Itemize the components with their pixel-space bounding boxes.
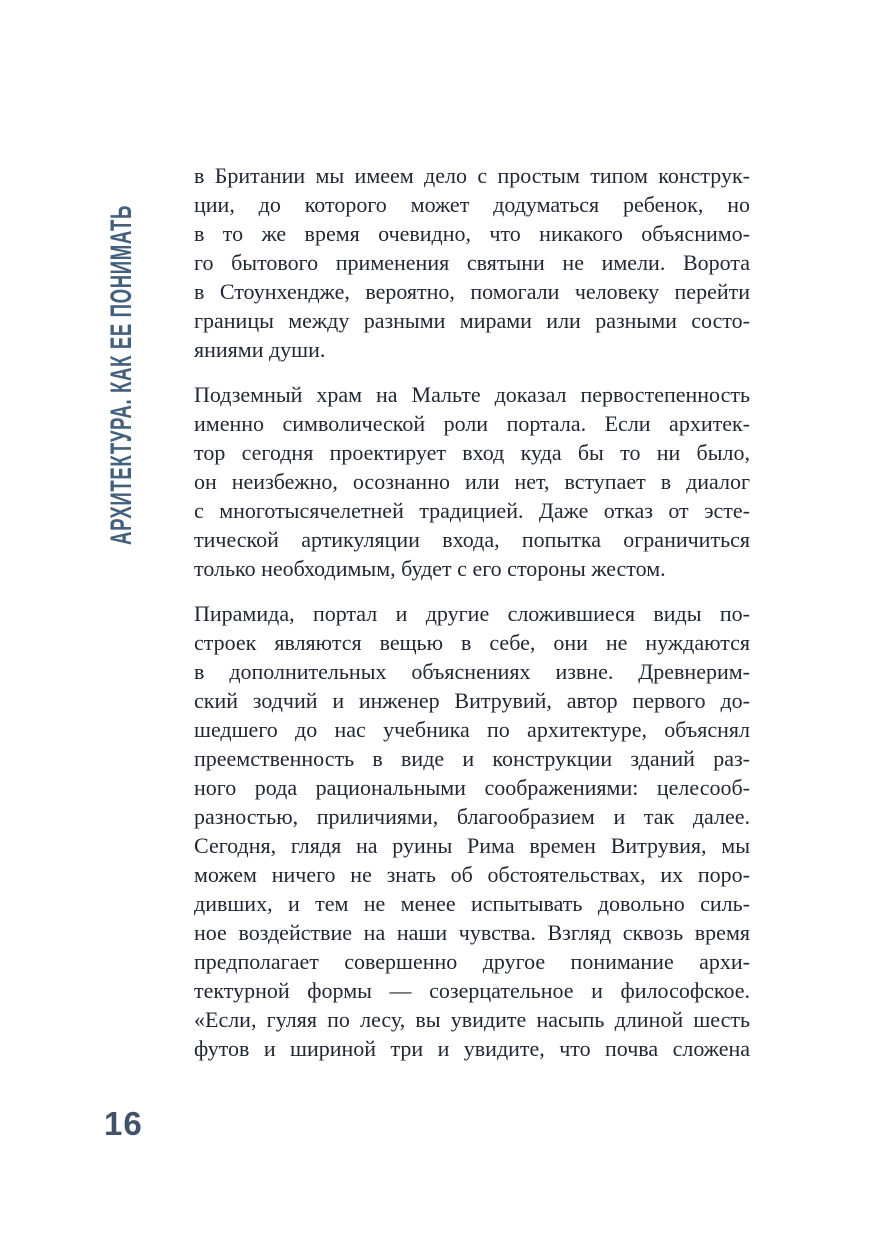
text-line: ное воздействие на наши чувства. Взгляд сквозь время	[194, 920, 750, 945]
paragraph	[194, 380, 750, 583]
text-line: ский зодчий и инженер Витрувий, автор первого до-	[194, 688, 750, 713]
text-line: в то же время очевидно, что никакого объяснимо-	[194, 221, 750, 246]
paragraph	[194, 599, 750, 1063]
text-line: преемственность в виде и конструкции зданий раз-	[194, 746, 750, 771]
text-line: строек являются вещью в себе, они не нуждаются	[194, 630, 750, 655]
text-line: шедшего до нас учебника по архитектуре, объяснял	[194, 717, 750, 742]
text-line: тор сегодня проектирует вход куда бы то ни было,	[194, 440, 750, 465]
text-line: футов и шириной три и увидите, что почва сложена	[194, 1036, 750, 1061]
page-number: 16	[104, 1105, 143, 1142]
body-text-column	[194, 161, 750, 1079]
text-line: он неизбежно, осознанно или нет, вступает в диалог	[194, 469, 750, 494]
text-line: разностью, приличиями, благообразием и так далее.	[194, 804, 750, 829]
text-line: только необходимым, будет с его стороны жестом.	[194, 556, 666, 581]
text-line: тической артикуляции входа, попытка ограничиться	[194, 527, 750, 552]
text-line: границы между разными мирами или разными состо-	[194, 308, 750, 333]
text-line: тектурной формы — созерцательное и философское.	[194, 978, 750, 1003]
running-head-vertical: АРХИТЕКТУРА. КАК ЕЕ ПОНИМАТЬ	[105, 205, 138, 545]
paragraph	[194, 161, 750, 364]
text-line: предполагает совершенно другое понимание архи-	[194, 949, 750, 974]
text-line: ного рода рациональными соображениями: целесооб-	[194, 775, 750, 800]
text-line: Пирамида, портал и другие сложившиеся виды по-	[194, 601, 750, 626]
text-line: Подземный храм на Мальте доказал первостепенность	[194, 382, 750, 407]
text-line: яниями души.	[194, 337, 326, 362]
text-line: именно символической роли портала. Если архитек-	[194, 411, 750, 436]
text-line: ции, до которого может додуматься ребенок, но	[194, 192, 750, 217]
text-line: с многотысячелетней традицией. Даже отказ от эсте-	[194, 498, 750, 523]
text-line: в дополнительных объяснениях извне. Древнерим-	[194, 659, 750, 684]
text-line: дивших, и тем не менее испытывать довольно силь-	[194, 891, 750, 916]
text-line: в Стоунхендже, вероятно, помогали человеку перейти	[194, 279, 750, 304]
text-line: в Британии мы имеем дело с простым типом конструк-	[194, 163, 750, 188]
text-line: Сегодня, глядя на руины Рима времен Витрувия, мы	[194, 833, 750, 858]
text-line: можем ничего не знать об обстоятельствах, их поро-	[194, 862, 750, 887]
text-line: «Если, гуляя по лесу, вы увидите насыпь длиной шесть	[194, 1007, 750, 1032]
text-line: го бытового применения святыни не имели. Ворота	[194, 250, 750, 275]
